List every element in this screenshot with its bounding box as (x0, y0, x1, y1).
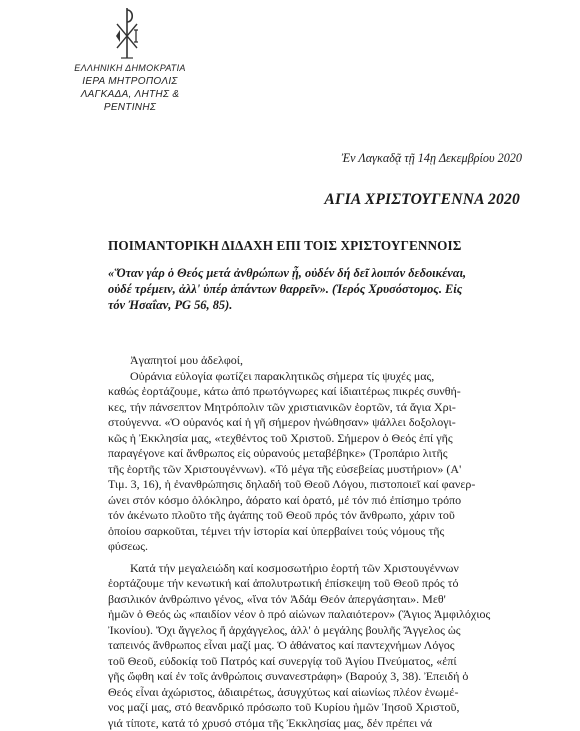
document-title: ΑΓΙΑ ΧΡΙΣΤΟΥΓΕΝΝΑ 2020 (324, 191, 520, 209)
quote-line: οὐδέ τρέμειν, ἀλλ' ὑπέρ ἁπάντων θαρρεῖν». (Ἱερός Χρυσόστομος. Εἰς (108, 281, 532, 297)
chi-rho-emblem (112, 6, 142, 62)
paragraph-line: ὁποίου σαρκοῦται, τέμνει τήν ἱστορία καί ὑπερβαίνει τούς νόμους τῆς (108, 524, 528, 540)
paragraph-line: ταπεινός ἄνθρωπος εἶναι μαζί μας. Ὁ ἀθάνατος καί παντεχνήμων Λόγος (108, 638, 528, 654)
document-body (108, 353, 528, 731)
paragraph-line: παραγέγονε καί ἄνθρωπος εἰς οὐρανούς μεταβέβηκε» (Τροπάριο λιτῆς (108, 446, 528, 462)
paragraph-line: τόν ἀκένωτο πλοῦτο τῆς ἀγάπης τοῦ Θεοῦ πρός τόν ἄνθρωπο, χάριν τοῦ (108, 508, 528, 524)
paragraph-line: Θεός εἶναι ἀχώριστος, ἀδιαιρέτως, ἀσυγχύτως καί αἰωνίως πλέον ἑνωμέ- (108, 685, 528, 701)
epigraph-quote (108, 265, 532, 313)
paragraph-line: ώνει στόν κόσμο ὁλόκληρο, ἀόρατο καί ὁρατό, μέ τόν πιό ἐπίσημο τρόπο (108, 493, 528, 509)
paragraph-line: Τιμ. 3, 16), ἡ ἐνανθρώπησις δηλαδή τοῦ Θεοῦ Λόγου, πιστοποιεῖ καί φανερ- (108, 477, 528, 493)
paragraph-line: ἡμῶν ὁ Θεός ὡς «παιδίον νέον ὁ πρό αἰώνων παλαιότερον» (Ἅγιος Ἀμφιλόχιος (108, 607, 528, 623)
document-subtitle: ΠΟΙΜΑΝΤΟΡΙΚΗ ΔΙΔΑΧΗ ΕΠΙ ΤΟΙΣ ΧΡΙΣΤΟΥΓΕΝΝΟΙΣ (108, 238, 528, 254)
quote-line: τόν Ἠσαΐαν, PG 56, 85). (108, 297, 532, 313)
paragraph-line: γιά τίποτε, κατά τό χρυσό στόμα τῆς Ἐκκλησίας μας, δέν πρέπει νά (108, 716, 528, 731)
paragraph-line: ἑορτάζουμε τήν κενωτική καί ἀπολυτρωτική ἐπίσκεψη τοῦ Θεοῦ πρός τό (108, 576, 528, 592)
paragraph-line: Ἰκονίου). Ὄχι ἄγγελος ἤ ἀρχάγγελος, ἀλλ' ὁ μεγάλης βουλῆς Ἄγγελος ὡς (108, 623, 528, 639)
letterhead-line-2: ΙΕΡΑ ΜΗΤΡΟΠΟΛΙΣ (60, 75, 200, 88)
paragraph-line: καθώς ἑορτάζουμε, κάτω ἀπό πρωτόγνωρες καί ἰδιαιτέρως πικρές συνθή- (108, 384, 528, 400)
paragraph-line: βασιλικόν ἀνθρώπινο γένος, «ἵνα τόν Ἀδάμ Θεόν ἀπεργάσηται». Μεθ' (108, 592, 528, 608)
paragraph-line: Οὐράνια εὐλογία φωτίζει παρακλητικῶς σήμερα τίς ψυχές μας, (108, 369, 528, 385)
paragraph-line: τῆς ἑορτῆς τῶν Χριστουγέννων). «Τό μέγα τῆς εὐσεβείας μυστήριον» (Α' (108, 462, 528, 478)
paragraph-line: κῶς ἡ Ἐκκλησία μας, «τεχθέντος τοῦ Χριστοῦ. Σήμερον ὁ Θεός ἐπί γῆς (108, 431, 528, 447)
paragraph-line: φύσεως. (108, 539, 528, 555)
paragraph-line: τοῦ Θεοῦ, εὐδοκίᾳ τοῦ Πατρός καί συνεργίᾳ τοῦ Ἁγίου Πνεύματος, «ἐπί (108, 654, 528, 670)
dateline: Ἐν Λαγκαδᾷ τῇ 14ῃ Δεκεμβρίου 2020 (342, 151, 522, 166)
greeting: Ἀγαπητοί μου ἀδελφοί, (108, 353, 528, 369)
paragraph-line: κες, τήν πάνσεπτον Μητρόπολιν τῶν χριστιανικῶν ἑορτῶν, τά ἅγια Χρι- (108, 400, 528, 416)
paragraph-line: γῆς ὤφθη καί ἐν τοῖς ἀνθρώποις συνανεστράφη» (Βαρούχ 3, 38). Ἐπειδή ὁ (108, 669, 528, 685)
paragraph-line: Κατά τήν μεγαλειώδη καί κοσμοσωτήριο ἑορτή τῶν Χριστουγέννων (108, 561, 528, 577)
paragraph-line: στούγεννα. «Ὁ οὐρανός καί ἡ γῆ σήμερον ἡνώθησαν» ψάλλει δοξολογι- (108, 415, 528, 431)
letterhead (60, 62, 200, 114)
letterhead-line-3: ΛΑΓΚΑΔΑ, ΛΗΤΗΣ & ΡΕΝΤΙΝΗΣ (60, 88, 200, 114)
paragraph-line: νος μαζί μας, στό θεανδρικό πρόσωπο τοῦ Κυρίου ἡμῶν Ἰησοῦ Χριστοῦ, (108, 700, 528, 716)
letterhead-line-1: ΕΛΛΗΝΙΚΗ ΔΗΜΟΚΡΑΤΙΑ (60, 62, 200, 75)
quote-line: «Ὅταν γάρ ὁ Θεός μετά ἀνθρώπων ᾖ, οὐδέν δή δεῖ λοιπόν δεδοικέναι, (108, 265, 532, 281)
